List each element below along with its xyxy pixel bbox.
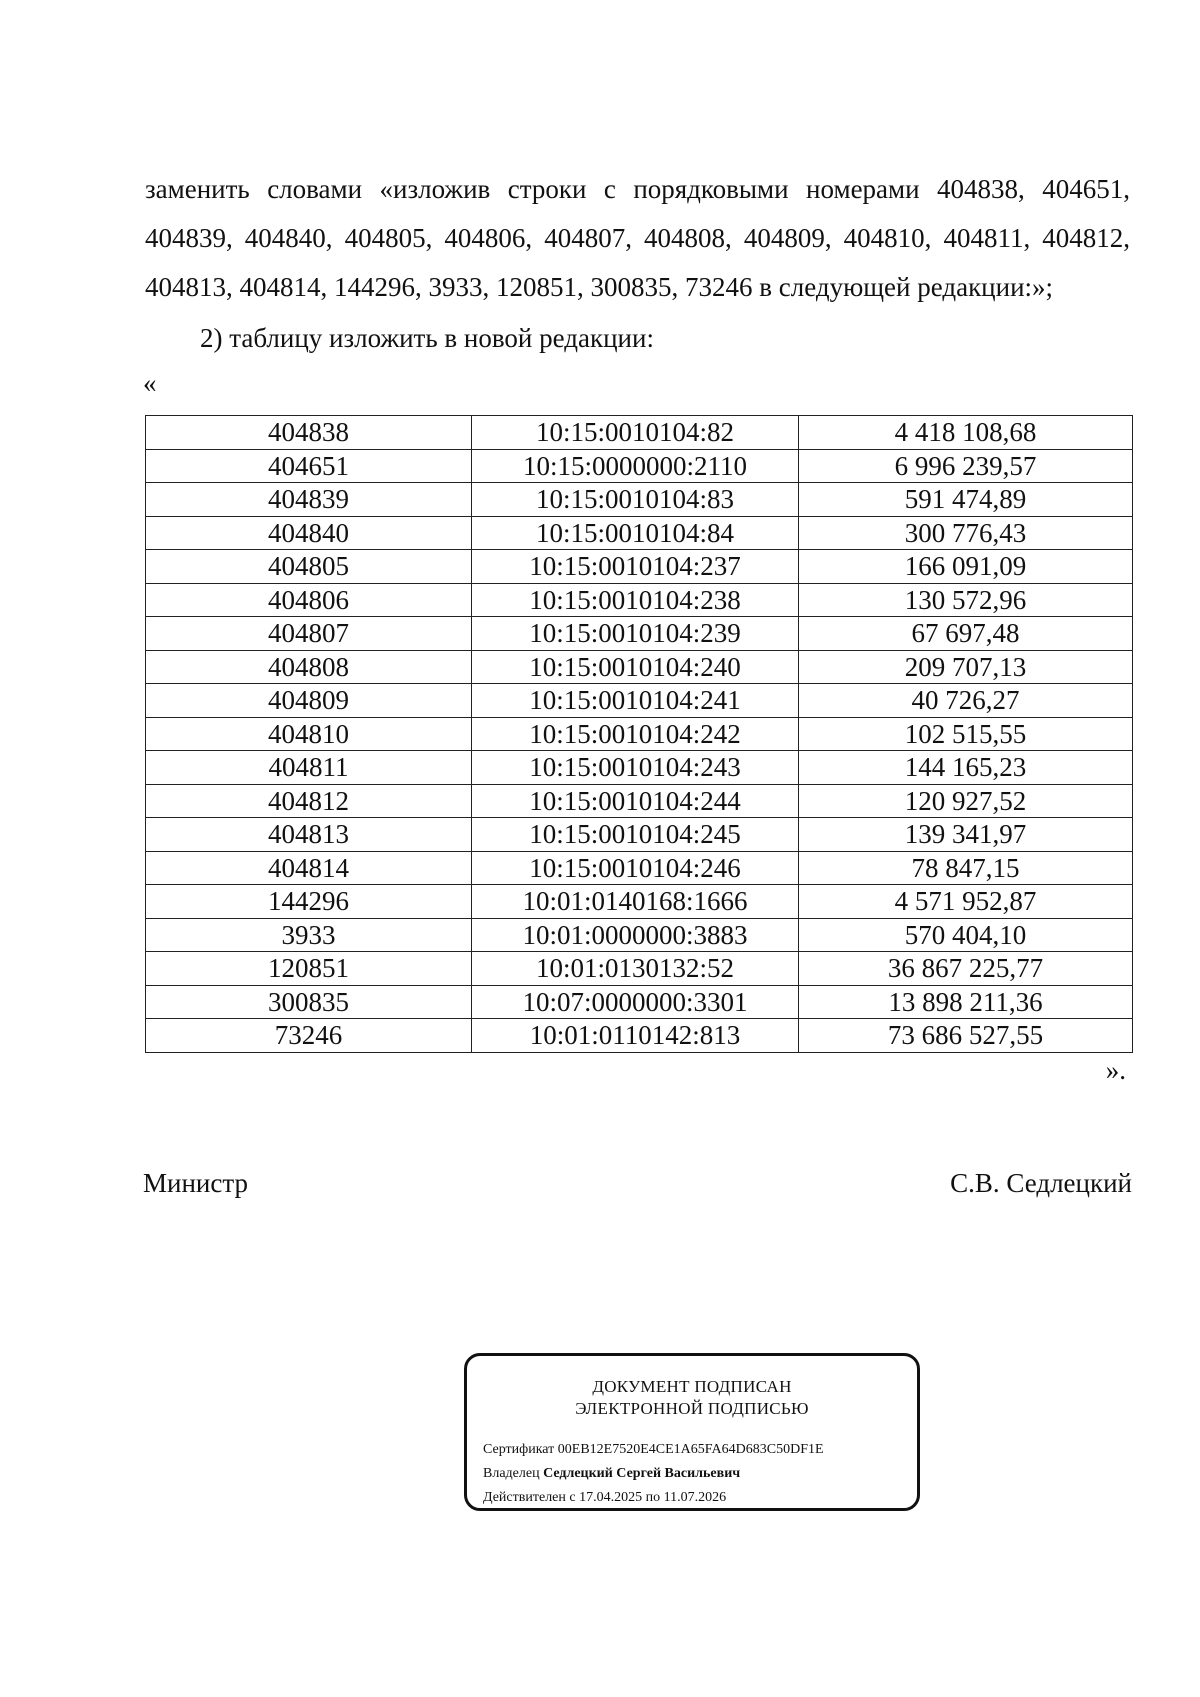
value-cell: 144 165,23 xyxy=(799,751,1133,785)
certificate-value: 00EB12E7520E4CE1A65FA64D683C50DF1E xyxy=(557,1442,824,1457)
row-number-cell: 404840 xyxy=(146,516,472,550)
stamp-certificate-line xyxy=(483,1441,824,1459)
row-number-cell: 404812 xyxy=(146,784,472,818)
row-number-cell: 404813 xyxy=(146,818,472,852)
row-number-cell: 404807 xyxy=(146,617,472,651)
table-row xyxy=(146,784,1133,818)
cadastral-number-cell: 10:07:0000000:3301 xyxy=(472,985,799,1019)
row-number-cell: 404839 xyxy=(146,483,472,517)
table-row xyxy=(146,617,1133,651)
cadastral-number-cell: 10:15:0010104:242 xyxy=(472,717,799,751)
row-number-cell: 3933 xyxy=(146,918,472,952)
value-cell: 6 996 239,57 xyxy=(799,449,1133,483)
closing-quote: ». xyxy=(1105,1055,1126,1085)
cadastral-number-cell: 10:15:0010104:83 xyxy=(472,483,799,517)
table-row xyxy=(146,818,1133,852)
signer-name: С.В. Седлецкий xyxy=(950,1168,1132,1198)
row-number-cell: 73246 xyxy=(146,1019,472,1053)
value-cell: 102 515,55 xyxy=(799,717,1133,751)
cadastral-number-cell: 10:15:0010104:241 xyxy=(472,684,799,718)
row-number-cell: 144296 xyxy=(146,885,472,919)
cadastral-number-cell: 10:15:0010104:243 xyxy=(472,751,799,785)
table-row xyxy=(146,918,1133,952)
electronic-signature-stamp xyxy=(464,1353,920,1511)
cadastral-number-cell: 10:15:0010104:246 xyxy=(472,851,799,885)
table-row xyxy=(146,483,1133,517)
cadastral-number-cell: 10:01:0000000:3883 xyxy=(472,918,799,952)
cadastral-number-cell: 10:15:0010104:240 xyxy=(472,650,799,684)
certificate-label: Сертификат xyxy=(483,1442,555,1457)
table-row xyxy=(146,416,1133,450)
value-cell: 139 341,97 xyxy=(799,818,1133,852)
value-cell: 36 867 225,77 xyxy=(799,952,1133,986)
owner-label: Владелец xyxy=(483,1466,540,1481)
cadastral-number-cell: 10:15:0010104:84 xyxy=(472,516,799,550)
value-cell: 4 571 952,87 xyxy=(799,885,1133,919)
valid-from: 17.04.2025 xyxy=(579,1490,643,1505)
cadastral-number-cell: 10:15:0010104:238 xyxy=(472,583,799,617)
cadastral-number-cell: 10:15:0010104:239 xyxy=(472,617,799,651)
valid-label: Действителен с xyxy=(483,1490,576,1505)
cadastral-number-cell: 10:01:0140168:1666 xyxy=(472,885,799,919)
table-row xyxy=(146,550,1133,584)
value-cell: 300 776,43 xyxy=(799,516,1133,550)
table-row xyxy=(146,583,1133,617)
opening-quote: « xyxy=(143,368,157,398)
valid-to: 11.07.2026 xyxy=(663,1490,727,1505)
row-number-cell: 404809 xyxy=(146,684,472,718)
value-cell: 13 898 211,36 xyxy=(799,985,1133,1019)
row-number-cell: 300835 xyxy=(146,985,472,1019)
table-row xyxy=(146,684,1133,718)
table-row xyxy=(146,650,1133,684)
cadastral-number-cell: 10:15:0010104:82 xyxy=(472,416,799,450)
row-number-cell: 404805 xyxy=(146,550,472,584)
cadastral-number-cell: 10:15:0000000:2110 xyxy=(472,449,799,483)
table-body xyxy=(146,416,1133,1053)
cadastral-number-cell: 10:15:0010104:237 xyxy=(472,550,799,584)
row-number-cell: 404806 xyxy=(146,583,472,617)
amendment-paragraph: заменить словами «изложив строки с порядковыми номерами 404838, 404651, 404839, 404840, 404805, 404806, 404807, 404808, 404809, 404810, 404811, 404812, 404813, 404814, 144296, 3933, 120851, 300835, 73246 в следующей редакции:»; xyxy=(145,174,1130,302)
table-row xyxy=(146,1019,1133,1053)
cadastral-number-cell: 10:15:0010104:245 xyxy=(472,818,799,852)
stamp-heading-1: ДОКУМЕНТ ПОДПИСАН xyxy=(592,1377,792,1396)
table-row xyxy=(146,952,1133,986)
cadastral-number-cell: 10:01:0130132:52 xyxy=(472,952,799,986)
signer-title: Министр xyxy=(143,1168,248,1198)
value-cell: 130 572,96 xyxy=(799,583,1133,617)
value-cell: 40 726,27 xyxy=(799,684,1133,718)
table-intro-paragraph: 2) таблицу изложить в новой редакции: xyxy=(200,323,654,353)
value-cell: 166 091,09 xyxy=(799,550,1133,584)
value-cell: 570 404,10 xyxy=(799,918,1133,952)
row-number-cell: 404810 xyxy=(146,717,472,751)
row-number-cell: 404838 xyxy=(146,416,472,450)
value-cell: 73 686 527,55 xyxy=(799,1019,1133,1053)
table-row xyxy=(146,449,1133,483)
value-cell: 209 707,13 xyxy=(799,650,1133,684)
value-cell: 67 697,48 xyxy=(799,617,1133,651)
table-row xyxy=(146,516,1133,550)
cadastral-table xyxy=(145,415,1133,1053)
owner-value: Седлецкий Сергей Васильевич xyxy=(543,1466,741,1481)
table-row xyxy=(146,885,1133,919)
row-number-cell: 404814 xyxy=(146,851,472,885)
value-cell: 4 418 108,68 xyxy=(799,416,1133,450)
row-number-cell: 120851 xyxy=(146,952,472,986)
value-cell: 120 927,52 xyxy=(799,784,1133,818)
row-number-cell: 404808 xyxy=(146,650,472,684)
valid-to-label: по xyxy=(645,1490,661,1505)
row-number-cell: 404811 xyxy=(146,751,472,785)
stamp-owner-line xyxy=(483,1465,740,1483)
table-row xyxy=(146,717,1133,751)
value-cell: 78 847,15 xyxy=(799,851,1133,885)
stamp-validity-line xyxy=(483,1489,726,1507)
cadastral-number-cell: 10:01:0110142:813 xyxy=(472,1019,799,1053)
row-number-cell: 404651 xyxy=(146,449,472,483)
table-row xyxy=(146,751,1133,785)
table-row xyxy=(146,985,1133,1019)
table-row xyxy=(146,851,1133,885)
value-cell: 591 474,89 xyxy=(799,483,1133,517)
stamp-heading-2: ЭЛЕКТРОННОЙ ПОДПИСЬЮ xyxy=(575,1399,809,1418)
cadastral-number-cell: 10:15:0010104:244 xyxy=(472,784,799,818)
